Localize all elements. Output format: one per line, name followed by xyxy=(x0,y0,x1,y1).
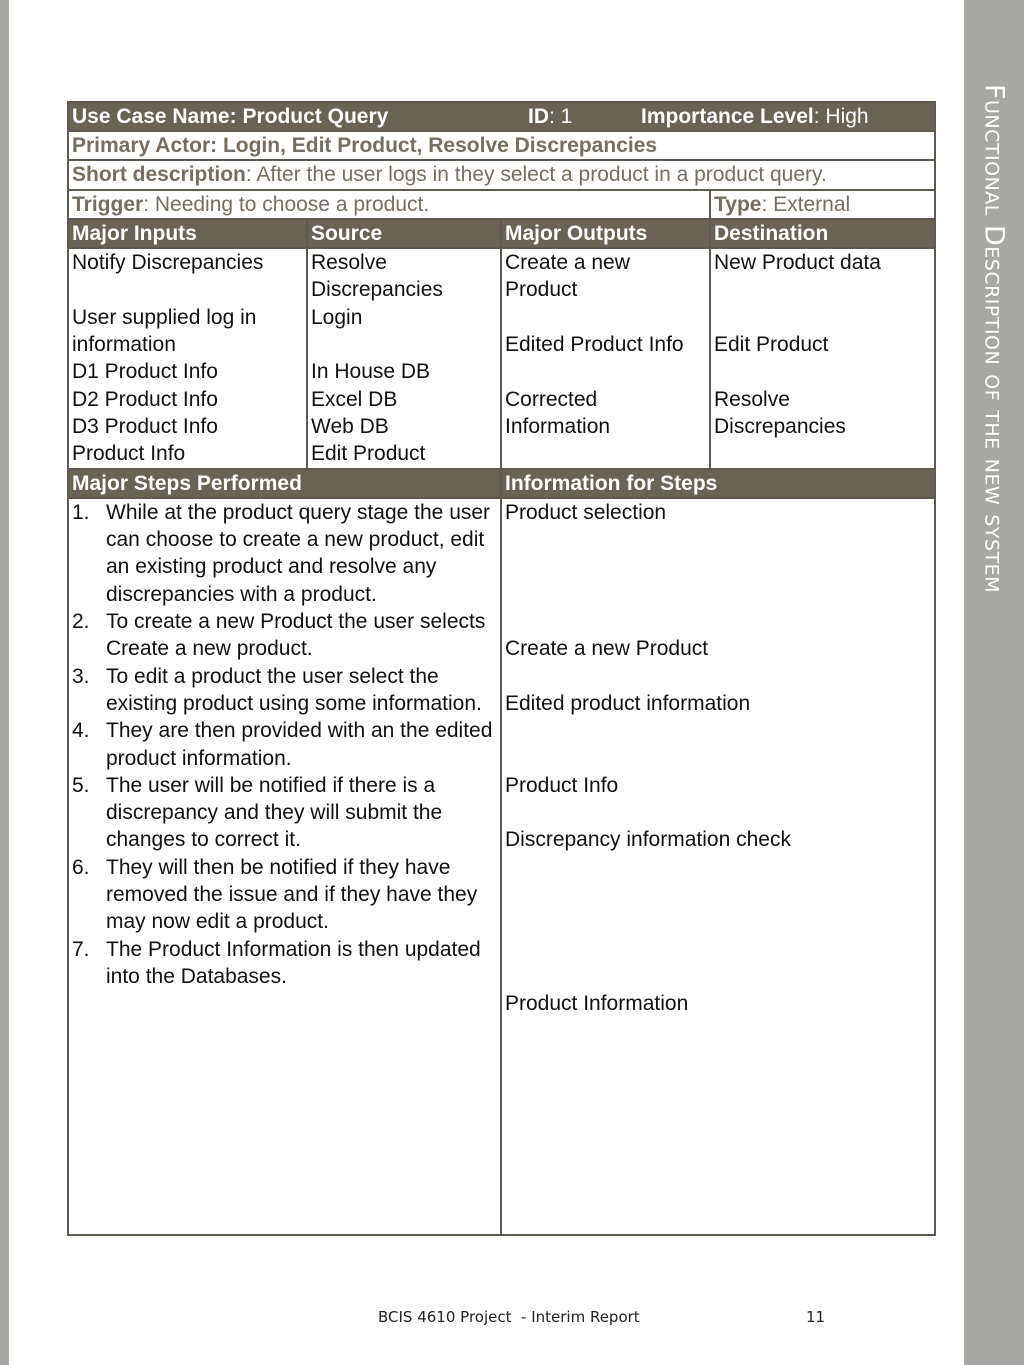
info-for-steps-cell: Product selection Create a new Product Edited product information Product Info Discrepancy information check Product Information xyxy=(501,498,935,1235)
destination-header: Destination xyxy=(710,219,935,248)
id-label: ID xyxy=(528,105,549,128)
type-label: Type xyxy=(714,192,762,216)
step-number: 6. xyxy=(72,855,90,879)
use-case-name-row xyxy=(68,102,935,131)
step-number: 1. xyxy=(72,500,90,524)
type-value: : External xyxy=(761,192,851,216)
step-item xyxy=(72,717,497,772)
major-outputs-header: Major Outputs xyxy=(501,219,710,248)
primary-actor-cell xyxy=(68,131,935,160)
short-description-value: : After the user logs in they select a product in a product query. xyxy=(245,163,827,187)
use-case-table xyxy=(67,101,936,1236)
step-item xyxy=(72,499,497,608)
step-number: 3. xyxy=(72,664,90,688)
trigger-value: : Needing to choose a product. xyxy=(143,192,430,216)
steps-header-row xyxy=(68,469,935,498)
id-value: : 1 xyxy=(549,105,573,128)
io-body-row xyxy=(68,248,935,468)
short-description-cell xyxy=(68,160,935,189)
trigger-cell xyxy=(68,190,710,219)
steps-body-row xyxy=(68,498,935,1235)
primary-actor-label: Primary Actor: xyxy=(72,134,218,157)
step-item xyxy=(72,663,497,718)
major-inputs-header: Major Inputs xyxy=(68,219,307,248)
major-inputs-cell: Notify Discrepancies User supplied log in information D1 Product Info D2 Product Info D3 Product Info Product Info xyxy=(68,248,307,468)
major-steps-cell xyxy=(68,498,501,1235)
step-text: They are then provided with an the edited product information. xyxy=(106,719,493,770)
importance-label: Importance Level xyxy=(641,105,814,128)
step-item xyxy=(72,936,497,991)
footer-text: BCIS 4610 Project - Interim Report xyxy=(378,1308,640,1326)
left-margin-bar xyxy=(0,0,9,1365)
step-text: The Product Information is then updated into the Databases. xyxy=(106,937,481,988)
primary-actor-value: Login, Edit Product, Resolve Discrepancies xyxy=(222,134,658,157)
trigger-label: Trigger xyxy=(72,192,144,216)
step-text: They will then be notified if they have removed the issue and if they have they may now edit a product. xyxy=(106,855,478,934)
major-steps-header: Major Steps Performed xyxy=(68,469,501,498)
step-number: 5. xyxy=(72,773,90,797)
side-title: Functional Description of the new system xyxy=(978,84,1010,594)
info-for-steps-header: Information for Steps xyxy=(501,469,935,498)
step-item xyxy=(72,608,497,663)
use-case-name-label: Use Case Name: xyxy=(72,105,237,128)
step-item xyxy=(72,772,497,854)
primary-actor-row xyxy=(68,131,935,160)
source-header: Source xyxy=(307,219,501,248)
destination-cell: New Product data Edit Product Resolve Discrepancies xyxy=(710,248,935,468)
use-case-name-cell xyxy=(68,102,935,131)
step-text: To edit a product the user select the existing product using some information. xyxy=(106,664,482,715)
step-number: 4. xyxy=(72,719,90,743)
source-cell: Resolve Discrepancies Login In House DB Excel DB Web DB Edit Product xyxy=(307,248,501,468)
step-text: To create a new Product the user selects Create a new product. xyxy=(106,610,486,661)
step-item xyxy=(72,854,497,936)
major-outputs-cell: Create a new Product Edited Product Info Corrected Information xyxy=(501,248,710,468)
page-number: 11 xyxy=(806,1308,826,1326)
importance-value: : High xyxy=(813,105,869,128)
io-header-row xyxy=(68,219,935,248)
short-description-row xyxy=(68,160,935,189)
step-text: While at the product query stage the user can choose to create a new product, edit an existing product and resolve any discrepancies with a product. xyxy=(106,500,491,606)
step-number: 2. xyxy=(72,610,90,634)
steps-list xyxy=(72,499,497,990)
use-case-name-value: Product Query xyxy=(242,105,389,128)
type-cell xyxy=(710,190,935,219)
short-description-label: Short description xyxy=(72,163,246,187)
side-title-wrapper xyxy=(964,0,1024,1365)
trigger-row xyxy=(68,190,935,219)
step-number: 7. xyxy=(72,937,90,961)
step-text: The user will be notified if there is a discrepancy and they will submit the changes to correct it. xyxy=(106,773,443,852)
